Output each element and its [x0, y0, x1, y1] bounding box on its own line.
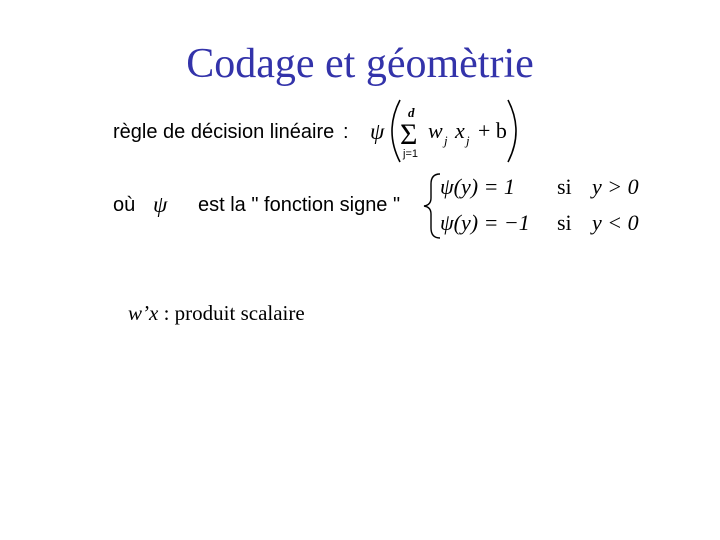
rule-w: w — [428, 118, 443, 143]
case1-condition: y > 0 — [592, 174, 639, 199]
rule-x-subscript: j — [466, 133, 470, 148]
sign-psi: ψ — [153, 192, 168, 217]
rule-x: x — [455, 118, 465, 143]
rule-w-subscript: j — [444, 133, 448, 148]
case1-lhs: ψ(y) = 1 — [440, 174, 515, 199]
case2-lhs: ψ(y) = −1 — [440, 210, 530, 235]
rule-label: règle de décision linéaire — [113, 121, 335, 143]
note-variable: w’x — [128, 301, 159, 325]
note-text: : produit scalaire — [158, 301, 305, 325]
rule-right-paren — [508, 100, 516, 162]
rule-plus-b: + b — [478, 118, 507, 143]
rule-sum-bottom: j=1 — [403, 148, 418, 160]
rule-sum-top: d — [408, 105, 415, 120]
case1-si: si — [557, 174, 572, 199]
rule-sigma: Σ — [400, 118, 418, 151]
where-label: où — [113, 194, 136, 216]
rule-left-paren — [392, 100, 400, 162]
slide-title: Codage et géomètrie — [186, 41, 534, 87]
scalar-product-note — [128, 301, 305, 326]
sign-brace — [424, 174, 440, 238]
case2-si: si — [557, 210, 572, 235]
rule-psi: ψ — [370, 119, 385, 144]
case2-condition: y < 0 — [592, 210, 639, 235]
sign-description: est la " fonction signe " — [198, 194, 401, 216]
rule-colon: : — [343, 121, 349, 143]
